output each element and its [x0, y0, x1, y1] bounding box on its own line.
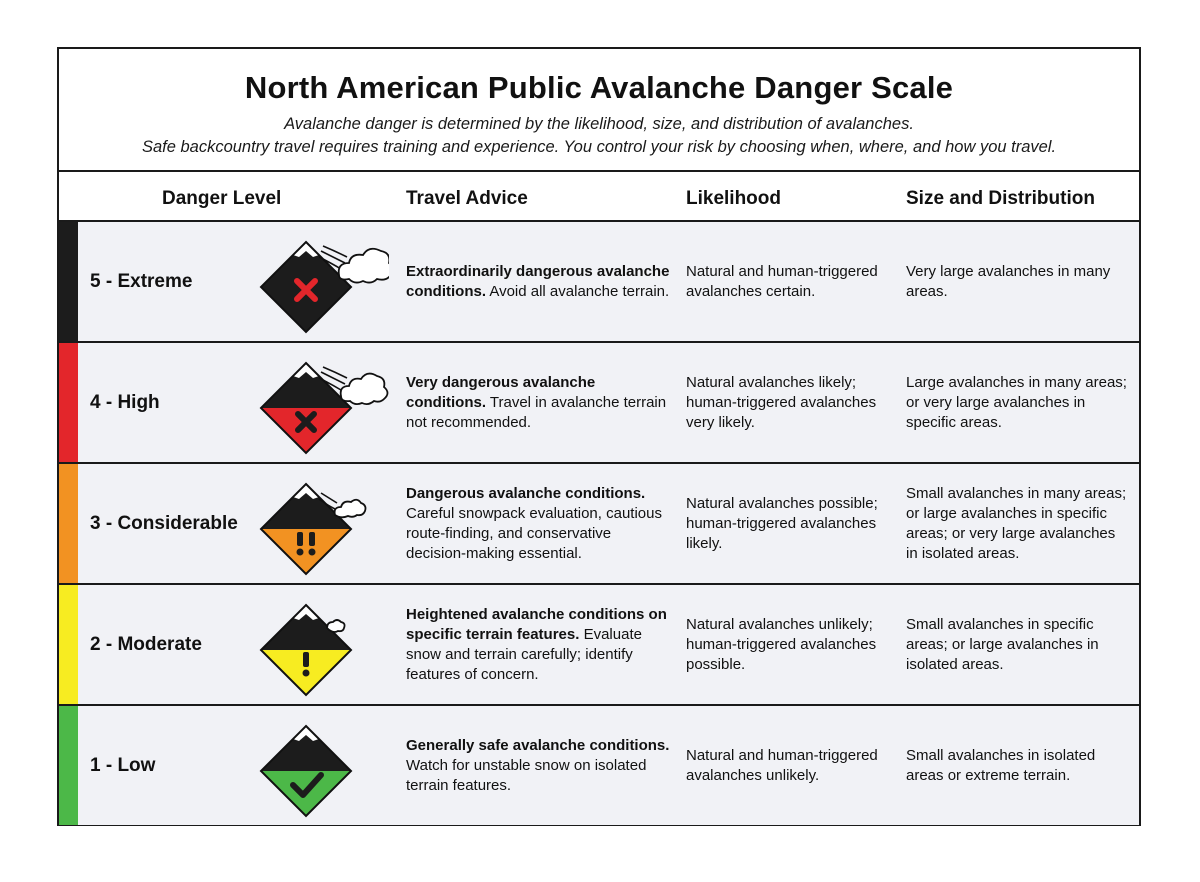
- subtitle-line-2: Safe backcountry travel requires training and experience. You control your risk by choosing when, where, and how you travel.: [141, 138, 1057, 156]
- likelihood-text: Natural avalanches likely; human-triggered avalanches very likely.: [686, 373, 877, 431]
- level-color-stripe: [59, 464, 78, 583]
- likelihood-text: Natural avalanches unlikely; human-triggered avalanches possible.: [686, 615, 877, 673]
- high-x-icon: [259, 348, 389, 458]
- page-title: North American Public Avalanche Danger Scale: [244, 70, 954, 105]
- level-color-stripe: [59, 706, 78, 825]
- travel-advice: [406, 222, 671, 341]
- travel-advice-emphasis: Heightened avalanche conditions on specific terrain features.: [406, 605, 667, 643]
- likelihood: [686, 464, 891, 583]
- travel-advice: [406, 706, 671, 825]
- danger-row-low: [59, 706, 1139, 825]
- exclamation-icon: [259, 590, 389, 700]
- size-distribution: [906, 706, 1131, 825]
- column-headers: [59, 172, 1139, 222]
- extreme-x-icon: [259, 227, 389, 337]
- column-header-travel-advice: Travel Advice: [406, 188, 528, 209]
- likelihood: [686, 343, 891, 462]
- travel-advice-emphasis: Very dangerous avalanche conditions.: [406, 373, 596, 411]
- column-header-likelihood: Likelihood: [686, 188, 781, 209]
- travel-advice-text: Travel in avalanche terrain not recommended.: [406, 393, 667, 431]
- size-distribution: [906, 343, 1131, 462]
- danger-level-label: 1 - Low: [90, 754, 156, 776]
- size-distribution-text: Large avalanches in many areas; or very large avalanches in specific areas.: [906, 373, 1127, 431]
- double-exclamation-icon: [259, 469, 389, 579]
- danger-level-label: 5 - Extreme: [90, 270, 193, 292]
- danger-rows: [59, 222, 1139, 825]
- danger-level-label: 3 - Considerable: [90, 512, 238, 534]
- size-distribution-text: Very large avalanches in many areas.: [906, 262, 1111, 300]
- travel-advice-text: Careful snowpack evaluation, cautious route-finding, and conservative decision-making essential.: [406, 504, 662, 562]
- travel-advice-text: Watch for unstable snow on isolated terrain features.: [406, 756, 647, 794]
- travel-advice: [406, 585, 671, 704]
- danger-level-label: 4 - High: [90, 391, 160, 413]
- travel-advice-emphasis: Extraordinarily dangerous avalanche conditions.: [406, 262, 670, 300]
- column-header-size-distribution: Size and Distribution: [906, 188, 1095, 209]
- size-distribution-text: Small avalanches in many areas; or large avalanches in specific areas; or very large avalanches in isolated areas.: [906, 484, 1127, 562]
- size-distribution-text: Small avalanches in specific areas; or large avalanches in isolated areas.: [906, 615, 1099, 673]
- size-distribution: [906, 585, 1131, 704]
- size-distribution: [906, 222, 1131, 341]
- travel-advice-emphasis: Generally safe avalanche conditions.: [406, 736, 670, 754]
- likelihood: [686, 585, 891, 704]
- scale-header: [59, 49, 1139, 172]
- travel-advice-text: Evaluate snow and terrain carefully; identify features of concern.: [406, 625, 642, 683]
- size-distribution: [906, 464, 1131, 583]
- checkmark-icon: [259, 711, 389, 821]
- travel-advice: [406, 464, 671, 583]
- level-color-stripe: [59, 343, 78, 462]
- danger-row-moderate: [59, 585, 1139, 706]
- travel-advice: [406, 343, 671, 462]
- travel-advice-emphasis: Dangerous avalanche conditions.: [406, 484, 646, 502]
- column-header-danger-level: Danger Level: [162, 188, 282, 209]
- danger-row-high: [59, 343, 1139, 464]
- likelihood: [686, 222, 891, 341]
- danger-scale-panel: [57, 47, 1141, 826]
- size-distribution-text: Small avalanches in isolated areas or extreme terrain.: [906, 746, 1096, 784]
- level-color-stripe: [59, 585, 78, 704]
- danger-level-label: 2 - Moderate: [90, 633, 202, 655]
- likelihood-text: Natural avalanches possible; human-triggered avalanches likely.: [686, 494, 878, 552]
- likelihood-text: Natural and human-triggered avalanches certain.: [686, 262, 878, 300]
- danger-row-extreme: [59, 222, 1139, 343]
- subtitle: [59, 113, 1139, 159]
- danger-row-considerable: [59, 464, 1139, 585]
- likelihood: [686, 706, 891, 825]
- level-color-stripe: [59, 222, 78, 341]
- travel-advice-text: Avoid all avalanche terrain.: [486, 282, 670, 300]
- likelihood-text: Natural and human-triggered avalanches unlikely.: [686, 746, 878, 784]
- subtitle-line-1: Avalanche danger is determined by the likelihood, size, and distribution of avalanches.: [284, 115, 914, 133]
